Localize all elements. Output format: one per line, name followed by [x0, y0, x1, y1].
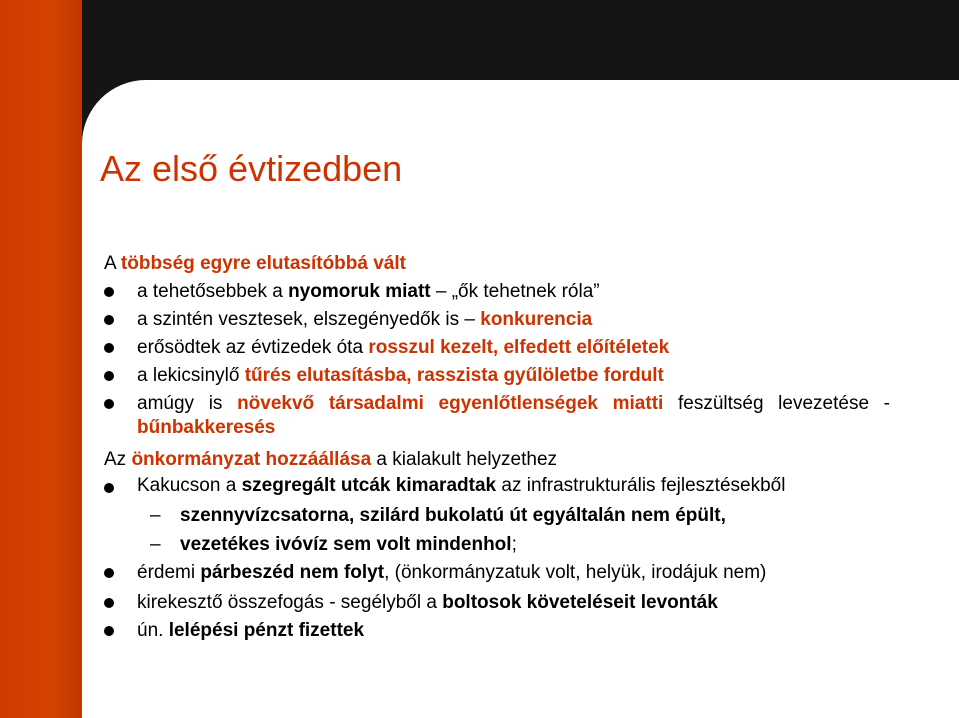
list-item [104, 334, 890, 362]
sidebar-band [0, 0, 82, 718]
bullet-dot-icon [104, 315, 114, 325]
dash-icon: – [150, 534, 161, 555]
item-emphasis: boltosok követeléseit levonták [442, 592, 718, 613]
bullet-dot-icon [104, 343, 114, 353]
list-item [104, 617, 890, 645]
list-item [104, 306, 890, 334]
heading-highlight: önkormányzat hozzáállása [131, 449, 372, 470]
dash-icon: – [150, 505, 161, 526]
item-highlight: növekvő társadalmi egyenlőtlenségek miatti [237, 393, 664, 414]
sub-list-item [104, 501, 890, 530]
item-emphasis: szegregált utcák kimaradtak [241, 475, 497, 496]
item-text: erősödtek az évtizedek óta [137, 337, 369, 358]
bullet-dot-icon [104, 568, 114, 578]
item-text: szennyvízcsatorna, szilárd bukolatú út egyáltalán nem épült, [180, 505, 726, 526]
item-text: vezetékes ivóvíz sem volt mindenhol [180, 534, 512, 555]
list-item [104, 559, 890, 585]
item-text: Kakucson a [137, 475, 242, 496]
item-text: – „ők tehetnek róla” [430, 281, 600, 302]
list-item [104, 278, 890, 306]
item-highlight: rosszul kezelt, elfedett előítéletek [368, 337, 670, 358]
item-text: ún. [137, 620, 169, 641]
item-text: a tehetősebbek a [137, 281, 289, 302]
list-item [104, 589, 890, 617]
heading-suffix: a kialakult helyzethez [371, 449, 558, 470]
section-heading-municipality [104, 446, 890, 474]
item-emphasis: nyomoruk miatt [288, 281, 431, 302]
item-text: ; [511, 534, 517, 555]
bullet-dot-icon [104, 287, 114, 297]
item-text: érdemi [137, 562, 201, 583]
bullet-dot-icon [104, 371, 114, 381]
item-highlight: konkurencia [480, 309, 593, 330]
list-item [104, 474, 890, 498]
item-text: feszültség levezetése - [663, 393, 890, 414]
bullet-dot-icon [104, 399, 114, 409]
item-text: a szintén vesztesek, elszegényedők is – [137, 309, 481, 330]
item-text: az infrastrukturális fejlesztésekből [496, 475, 786, 496]
item-text: amúgy is [137, 393, 238, 414]
item-emphasis: lelépési pénzt fizettek [168, 620, 365, 641]
bullet-dot-icon [104, 626, 114, 636]
bullet-dot-icon [104, 598, 114, 608]
bullet-dot-icon [104, 483, 114, 493]
item-highlight: tűrés elutasításba, rasszista gyűlöletbe fordult [244, 365, 664, 386]
list-item [104, 390, 890, 440]
heading-prefix: A [104, 253, 121, 274]
item-text: , (önkormányzatuk volt, helyük, irodájuk nem) [384, 562, 767, 583]
item-text: kirekesztő összefogás - segélyből a [137, 592, 443, 613]
heading-prefix: Az [104, 449, 132, 470]
slide-title: Az első évtizedben [100, 148, 403, 189]
item-highlight: bűnbakkeresés [137, 417, 276, 438]
list-item [104, 362, 890, 390]
heading-highlight: többség egyre elutasítóbbá vált [120, 253, 406, 274]
section-heading-majority [104, 250, 890, 278]
sub-list-item [104, 530, 890, 559]
slide-body [104, 250, 890, 645]
item-emphasis: párbeszéd nem folyt [200, 562, 385, 583]
item-text: a lekicsinylő [137, 365, 245, 386]
